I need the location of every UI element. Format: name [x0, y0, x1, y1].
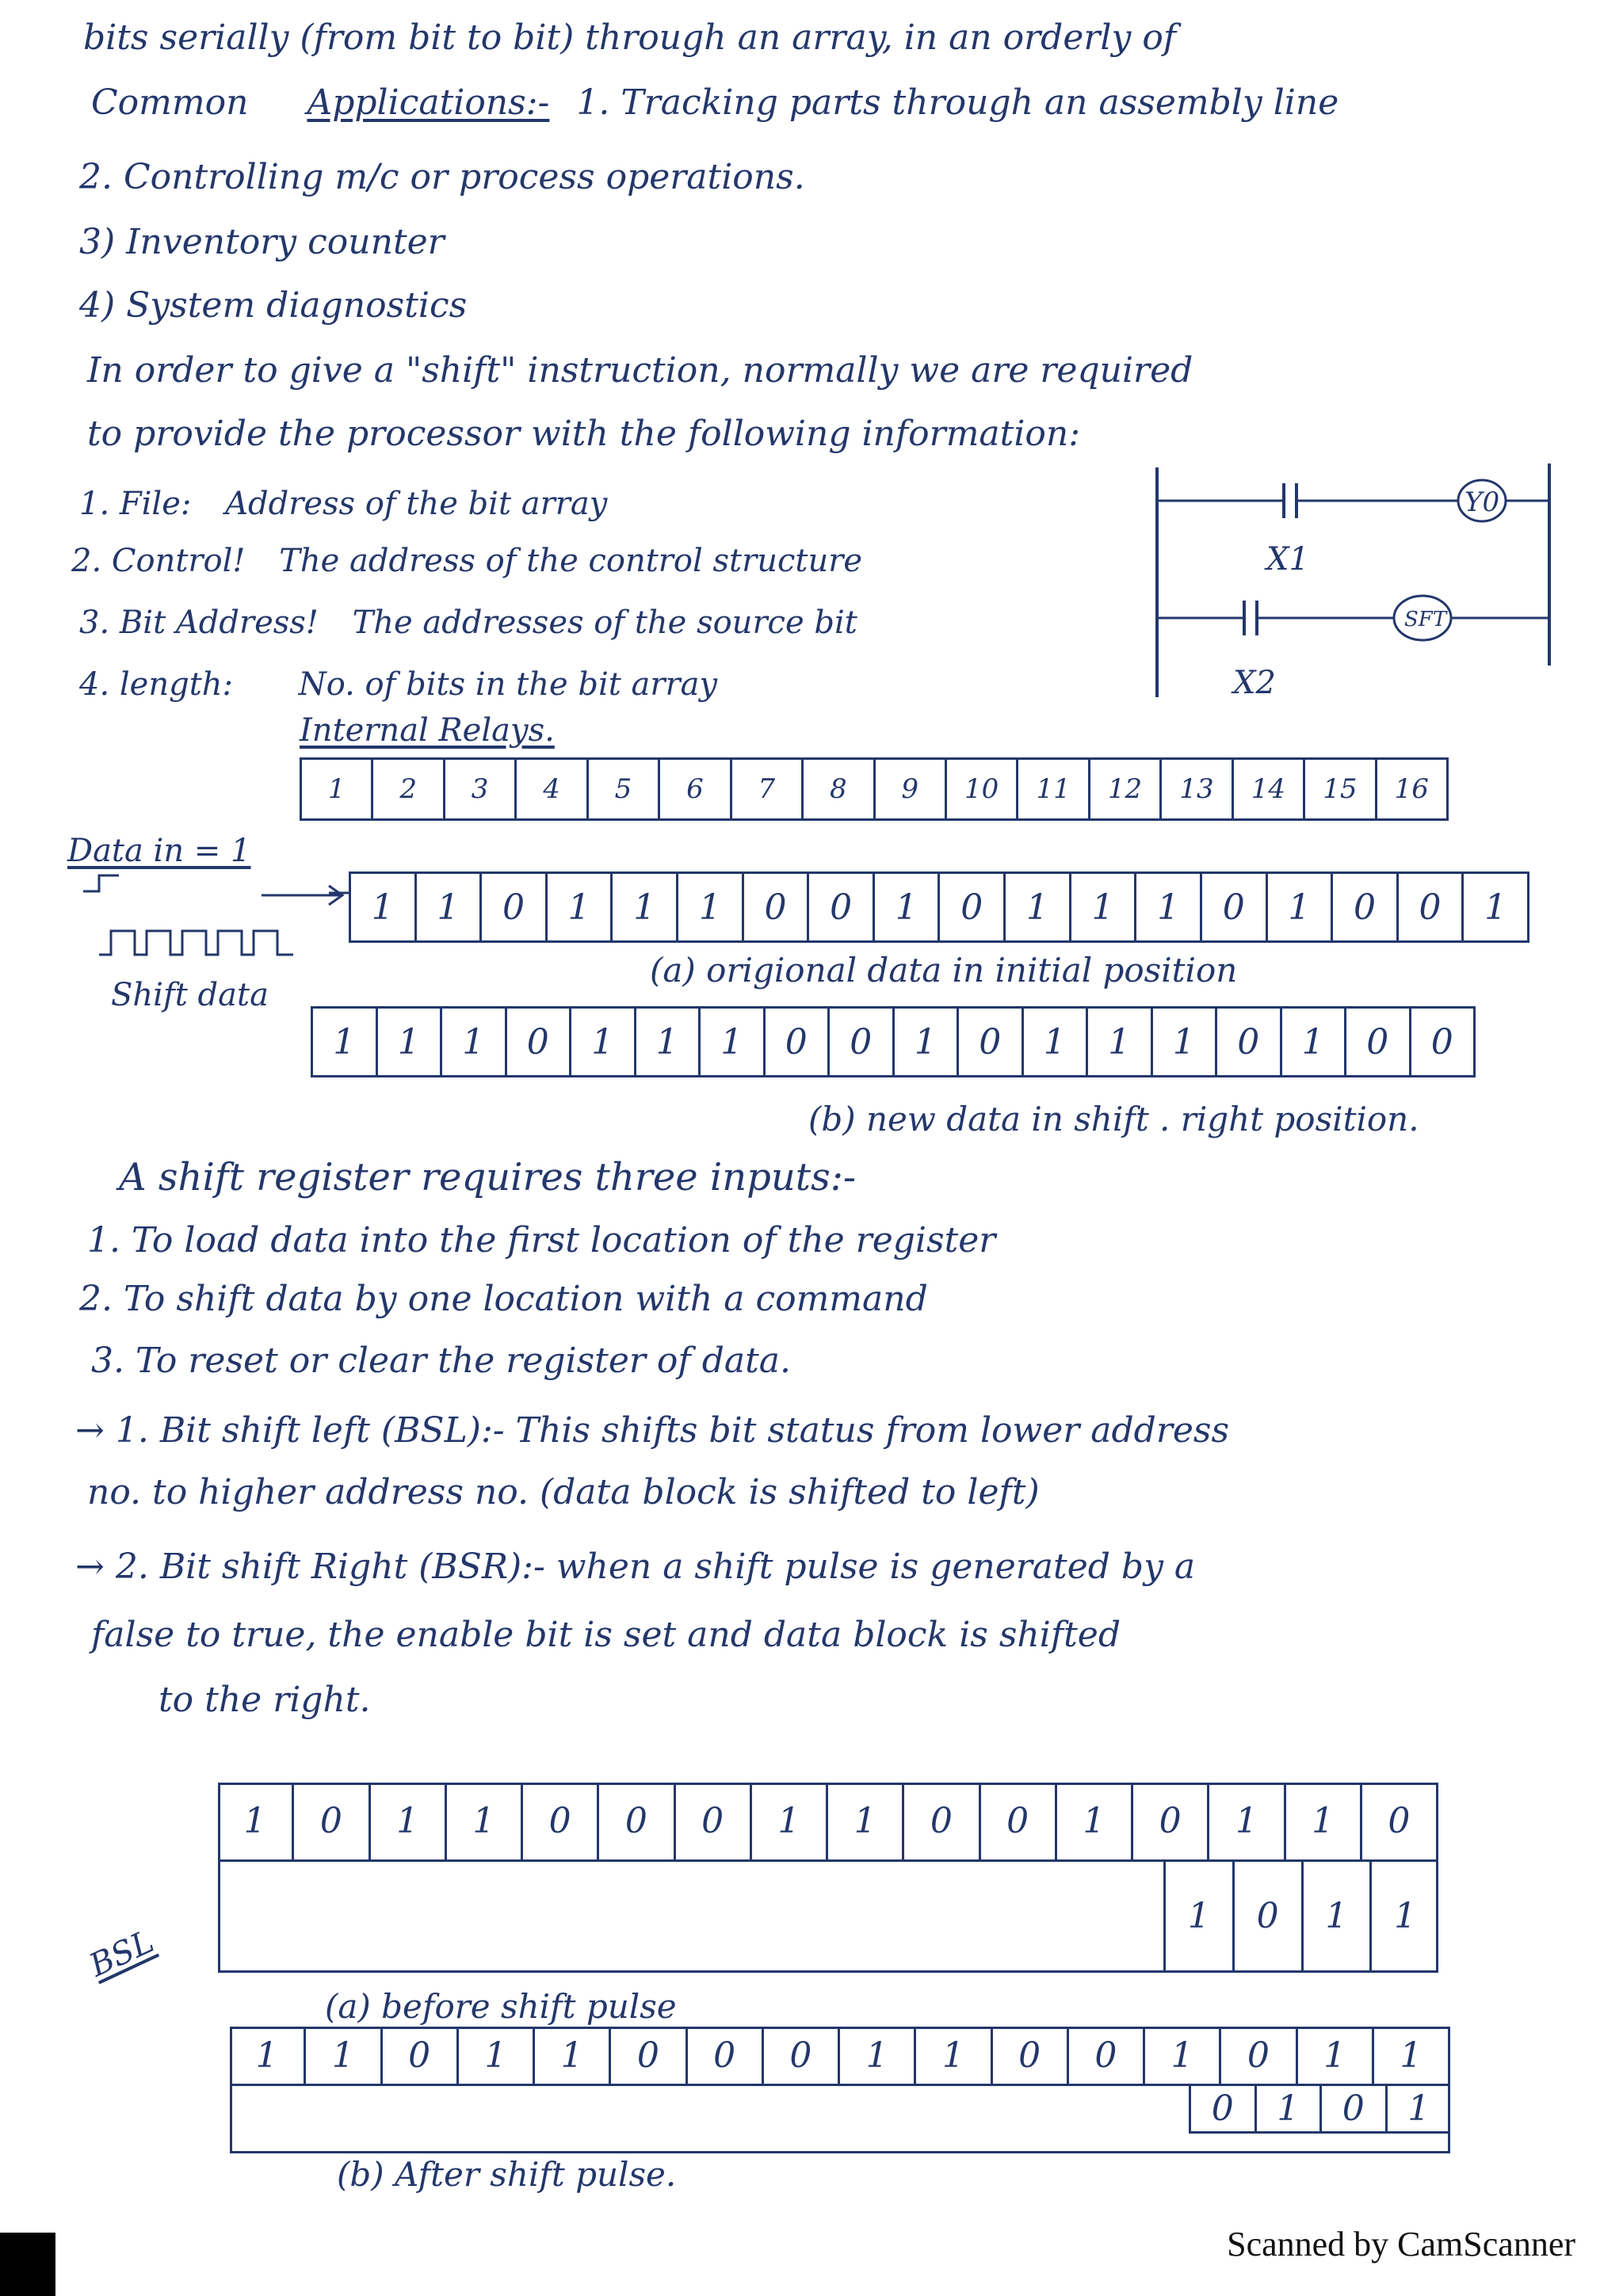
bit-cell: 1	[548, 874, 613, 940]
bit-cell: 1	[571, 1009, 636, 1075]
bit-cell: 1	[313, 1009, 378, 1075]
contact-x2-label: X2	[1233, 665, 1276, 701]
bit-cell: 1	[1304, 1862, 1373, 1970]
bit-cell: 1	[701, 1009, 766, 1075]
bit-cell: 1	[1071, 874, 1137, 940]
bit-cell: 0	[1333, 874, 1399, 940]
bit-cell: 1	[1136, 874, 1202, 940]
caption-after-shift: (b) After shift pulse.	[337, 2155, 677, 2194]
bit-cell: 0	[1202, 874, 1268, 940]
bit-cell: 0	[940, 874, 1006, 940]
info-text: The addresses of the source bit	[352, 605, 857, 641]
contact-x1-label: X1	[1266, 541, 1309, 578]
bit-cell: 0	[482, 874, 548, 940]
relay-cell: 10	[947, 760, 1018, 818]
bit-cell: 0	[599, 1783, 675, 1859]
relay-cell: 4	[517, 760, 588, 818]
coil-sft-label: SFT	[1404, 608, 1447, 631]
bit-cell: 1	[875, 874, 941, 940]
relay-cell: 12	[1090, 760, 1162, 818]
data-in-label: Data in = 1	[67, 833, 251, 869]
bit-cell: 1	[371, 1783, 447, 1859]
relay-cell: 13	[1162, 760, 1233, 818]
relay-cell: 16	[1394, 773, 1429, 805]
bit-cell: 0	[1069, 2027, 1145, 2084]
bsl-after-register	[230, 2027, 1450, 2086]
info-item-bit-address	[79, 602, 857, 643]
bit-cell: 1	[678, 874, 744, 940]
caption-new-data: (b) new data in shift . right position.	[808, 1100, 1419, 1138]
bit-cell: 1	[1057, 1783, 1133, 1859]
bit-cell: 1	[442, 1009, 507, 1075]
bsr-line-1	[75, 1545, 1195, 1589]
bit-cell: 1	[447, 1783, 523, 1859]
info-label: 3. Bit Address!	[79, 605, 319, 641]
relay-cell: 7	[732, 760, 804, 818]
bit-cell: 1	[230, 2027, 306, 2084]
register-input-2: 2. To shift data by one location with a command	[79, 1279, 928, 1319]
bit-cell: 1	[1209, 1783, 1285, 1859]
bit-cell: 0	[981, 1783, 1057, 1859]
bit-cell: 1	[1024, 1009, 1089, 1075]
bit-cell: 0	[1221, 2027, 1297, 2084]
bit-cell: 1	[535, 2027, 611, 2084]
bsl-line-2: no. to higher address no. (data block is shifted to left)	[87, 1472, 1040, 1512]
bit-cell: 1	[1407, 2088, 1430, 2129]
bsl-label: BSL	[84, 1923, 160, 1985]
bit-cell: 0	[294, 1783, 370, 1859]
caption-before-shift: (a) before shift pulse	[325, 1987, 677, 2026]
relay-cell: 3	[445, 760, 517, 818]
bit-cell: 0	[830, 1009, 895, 1075]
bit-cell: 1	[752, 1783, 828, 1859]
bit-cell: 0	[959, 1009, 1024, 1075]
relay-cell: 6	[660, 760, 731, 818]
info-text: No. of bits in the bit array	[298, 666, 718, 703]
bit-cell: 0	[1191, 2086, 1257, 2131]
bit-cell: 0	[1235, 1862, 1304, 1970]
bit-cell: 1	[1484, 887, 1507, 928]
info-item-length	[79, 664, 717, 705]
register-inputs-heading: A shift register requires three inputs:-	[119, 1155, 857, 1199]
relay-cell: 14	[1234, 760, 1305, 818]
caption-original-data: (a) origional data in initial position	[650, 951, 1238, 990]
bsl-before-register	[218, 1783, 1438, 1862]
applications-heading: Applications:-	[307, 82, 550, 123]
scanner-watermark: Scanned by CamScanner	[1227, 2225, 1575, 2264]
relay-cell: 11	[1018, 760, 1090, 818]
bsl-line-1	[75, 1409, 1229, 1453]
shift-data-label: Shift data	[111, 977, 269, 1013]
bit-cell: 0	[744, 874, 810, 940]
application-2: 2. Controlling m/c or process operations.	[79, 157, 805, 197]
bsl-text: 1. Bit shift left (BSL):- This shifts bit status from lower address	[115, 1410, 1230, 1451]
bit-cell: 1	[351, 874, 417, 940]
bsl-before-lower-register	[1163, 1862, 1438, 1973]
relay-cell: 5	[589, 760, 660, 818]
data-in-pulse-icon	[83, 875, 119, 891]
bit-cell: 0	[611, 2027, 687, 2084]
original-data-register	[349, 871, 1529, 943]
bit-cell: 1	[895, 1009, 960, 1075]
bit-cell: 0	[1346, 1009, 1411, 1075]
bit-cell: 0	[1217, 1009, 1282, 1075]
relay-cell: 2	[373, 760, 445, 818]
intro-line-2	[91, 81, 1338, 125]
bit-cell: 0	[766, 1009, 831, 1075]
bit-cell: 1	[1145, 2027, 1221, 2084]
bit-cell: 1	[1088, 1009, 1153, 1075]
scan-edge	[0, 2233, 55, 2296]
bit-cell: 0	[1322, 2086, 1388, 2131]
bit-cell: 1	[1298, 2027, 1374, 2084]
bit-cell: 1	[378, 1009, 443, 1075]
bit-cell: 1	[1153, 1009, 1218, 1075]
bit-cell: 1	[1166, 1862, 1235, 1970]
bit-cell: 0	[993, 2027, 1069, 2084]
info-text: The address of the control structure	[279, 543, 863, 579]
bit-cell: 1	[636, 1009, 701, 1075]
internal-relays-title: Internal Relays.	[300, 712, 555, 749]
info-item-file	[79, 483, 607, 524]
bsr-text: 2. Bit shift Right (BSR):- when a shift pulse is generated by a	[115, 1547, 1196, 1587]
bit-cell: 0	[507, 1009, 572, 1075]
intro-line-1: bits serially (from bit to bit) through an array, in an orderly of	[83, 17, 1177, 58]
bit-cell: 0	[523, 1783, 599, 1859]
bit-cell: 1	[840, 2027, 916, 2084]
bit-cell: 1	[306, 2027, 382, 2084]
shift-clock-pulse-icon	[99, 931, 293, 955]
bit-cell: 1	[1282, 1009, 1347, 1075]
bit-cell: 0	[676, 1783, 752, 1859]
application-1: 1. Tracking parts through an assembly line	[576, 82, 1339, 123]
bit-cell: 1	[1394, 1896, 1417, 1936]
bit-cell: 1	[1006, 874, 1071, 940]
bit-cell: 0	[1133, 1783, 1209, 1859]
info-label: 2. Control!	[71, 543, 246, 579]
bit-cell: 0	[904, 1783, 980, 1859]
bsl-after-lower-register	[1189, 2086, 1450, 2134]
bit-cell: 0	[764, 2027, 840, 2084]
bit-cell: 1	[828, 1783, 904, 1859]
bit-cell: 1	[916, 2027, 992, 2084]
relay-cell: 8	[804, 760, 875, 818]
bit-cell: 0	[809, 874, 875, 940]
arrow-icon: →	[75, 1410, 105, 1451]
shift-info-line-1: In order to give a "shift" instruction, normally we are required	[87, 350, 1193, 391]
relay-cell: 1	[302, 760, 373, 818]
relay-cell: 9	[876, 760, 947, 818]
bit-cell: 1	[1257, 2086, 1323, 2131]
shift-info-line-2: to provide the processor with the following information:	[87, 414, 1081, 454]
bit-cell: 1	[459, 2027, 535, 2084]
application-4: 4) System diagnostics	[79, 285, 468, 326]
bsr-line-3: to the right.	[158, 1680, 371, 1720]
internal-relays-row	[300, 757, 1449, 821]
application-3: 3) Inventory counter	[79, 222, 445, 262]
info-text: Address of the bit array	[225, 486, 608, 522]
bit-cell: 0	[1388, 1801, 1411, 1841]
bit-cell: 0	[688, 2027, 764, 2084]
bit-cell: 1	[417, 874, 483, 940]
bit-cell: 1	[1286, 1783, 1362, 1859]
common-label: Common	[91, 82, 249, 123]
new-data-register	[311, 1006, 1476, 1077]
bsr-line-2: false to true, the enable bit is set and data block is shifted	[91, 1615, 1121, 1655]
bit-cell: 0	[1430, 1021, 1453, 1062]
bit-cell: 1	[1400, 2035, 1423, 2076]
bit-cell: 1	[1268, 874, 1334, 940]
relay-cell: 15	[1305, 760, 1377, 818]
arrow-icon: →	[75, 1547, 105, 1587]
info-item-control	[71, 540, 862, 582]
bit-cell: 0	[1399, 874, 1465, 940]
bit-cell: 1	[218, 1783, 294, 1859]
register-input-1: 1. To load data into the first location of the register	[87, 1220, 996, 1261]
data-in-arrow-icon	[262, 879, 349, 911]
bit-cell: 0	[383, 2027, 459, 2084]
info-label: 1. File:	[79, 486, 192, 522]
register-input-3: 3. To reset or clear the register of data.	[91, 1341, 791, 1381]
info-label: 4. length:	[79, 666, 234, 703]
bit-cell: 1	[613, 874, 678, 940]
coil-y0-label: Y0	[1465, 486, 1500, 518]
